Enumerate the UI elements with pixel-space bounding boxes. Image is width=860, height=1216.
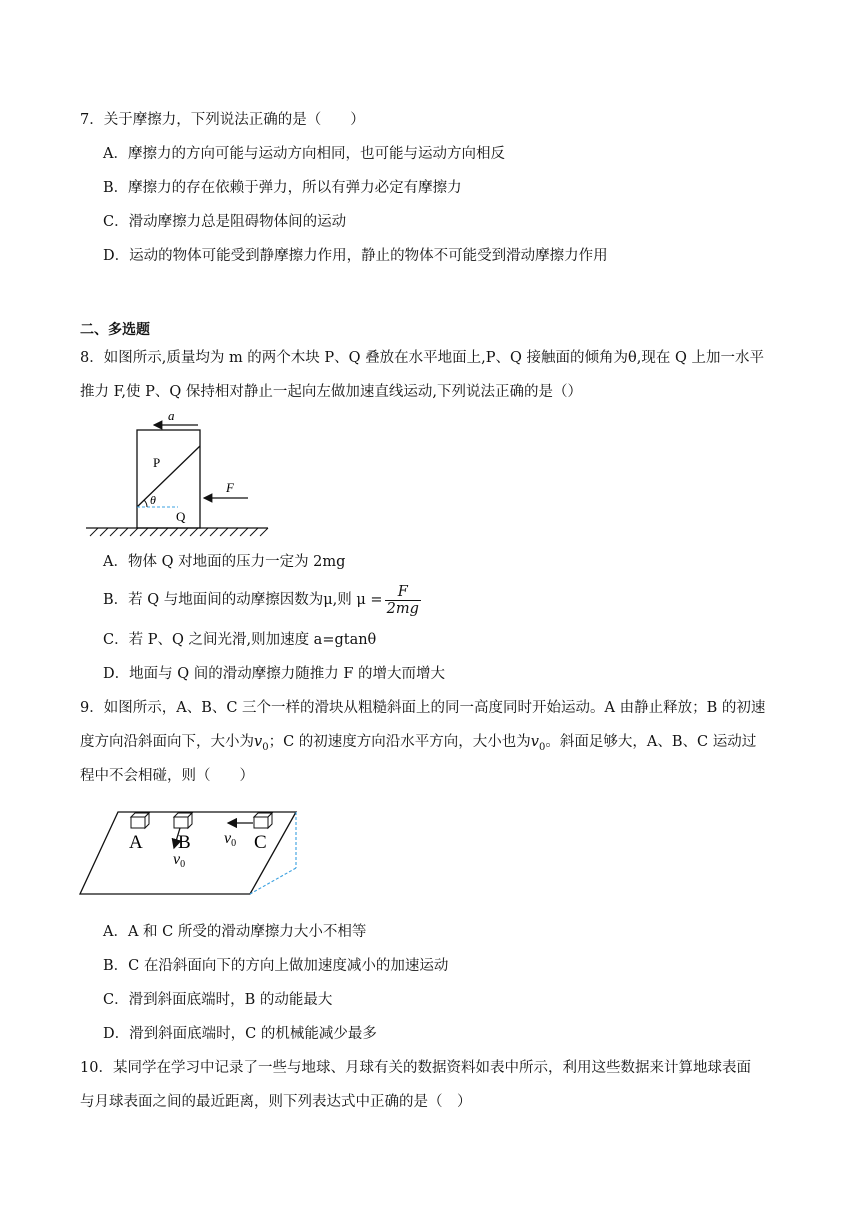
q9-line1: 9．如图所示，A、B、C 三个一样的滑块从粗糙斜面上的同一高度同时开始运动。A 由静止释放；B 的初速 [80, 700, 766, 716]
q9-figure [78, 800, 308, 902]
q9-option-b: B．C 在沿斜面向下的方向上做加速度减小的加速运动 [103, 958, 449, 974]
q10-line2: 与月球表面之间的最近距离，则下列表达式中正确的是（ ） [80, 1094, 472, 1110]
q9-line2 [80, 732, 756, 758]
label-P: P [153, 455, 161, 470]
q8-option-b-text: B．若 Q 与地面间的动摩擦因数为μ,则 μ = [103, 592, 383, 608]
block-a [131, 813, 149, 828]
q8-option-c: C．若 P、Q 之间光滑,则加速度 a=gtanθ [103, 632, 377, 648]
v0-sub: 0 [538, 741, 546, 753]
fraction [385, 584, 421, 617]
label-C: C [254, 832, 267, 853]
label-B: B [178, 832, 191, 853]
block-c [254, 813, 272, 828]
q8-option-d: D．地面与 Q 间的滑动摩擦力随推力 F 的增大而增大 [103, 666, 446, 682]
block-outline [137, 430, 200, 528]
q9-line2-part1: 度方向沿斜面向下，大小为 [80, 734, 254, 750]
v0-main: v [254, 734, 263, 750]
q7-option-d: D．运动的物体可能受到静摩擦力作用，静止的物体不可能受到滑动摩擦力作用 [103, 248, 608, 264]
q9-line3: 程中不会相碰，则（ ） [80, 768, 254, 784]
label-Q: Q [176, 509, 186, 524]
fraction-denominator: 2mg [386, 600, 419, 617]
q9-option-a: A．A 和 C 所受的滑动摩擦力大小不相等 [103, 924, 367, 940]
q9-line2-part2: ；C 的初速度方向沿水平方向，大小也为 [268, 734, 531, 750]
incline-line [137, 446, 200, 507]
label-v0-b: v0 [173, 851, 186, 870]
q7-option-a: A．摩擦力的方向可能与运动方向相同，也可能与运动方向相反 [103, 146, 505, 162]
theta-arc [144, 500, 147, 507]
q7-option-c: C．滑动摩擦力总是阻碍物体间的运动 [103, 214, 347, 230]
q10-line1: 10．某同学在学习中记录了一些与地球、月球有关的数据资料如表中所示，利用这些数据来计算地球表面 [80, 1060, 751, 1076]
v0-main: v [530, 734, 539, 750]
q7-option-b: B．摩擦力的存在依赖于弹力，所以有弹力必定有摩擦力 [103, 180, 462, 196]
label-F: F [226, 480, 234, 495]
q8-stem-line2: 推力 F,使 P、Q 保持相对静止一起向左做加速直线运动,下列说法正确的是（） [80, 384, 582, 400]
v0-symbol [530, 734, 546, 753]
q9-option-c: C．滑到斜面底端时，B 的动能最大 [103, 992, 333, 1008]
v0-sub: 0 [262, 741, 269, 753]
q8-figure [80, 405, 280, 540]
section-title: 二、多选题 [80, 322, 150, 338]
v0-symbol [254, 734, 269, 753]
q9-option-d: D．滑到斜面底端时，C 的机械能减少最多 [103, 1026, 377, 1042]
q8-stem-line1: 8．如图所示,质量均为 m 的两个木块 P、Q 叠放在水平地面上,P、Q 接触面的倾角为θ,现在 Q 上加一水平 [80, 350, 764, 366]
q7-stem: 7．关于摩擦力，下列说法正确的是（ ） [80, 112, 365, 128]
block-b [174, 813, 192, 828]
fraction-numerator: F [385, 584, 421, 601]
label-a: a [168, 408, 175, 423]
q8-option-a: A．物体 Q 对地面的压力一定为 2mg [103, 554, 346, 570]
label-theta: θ [150, 493, 156, 507]
q8-option-b [103, 580, 421, 620]
q9-line2-part3: 。斜面足够大，A、B、C 运动过 [545, 734, 757, 750]
ground-hatch [90, 528, 268, 536]
label-A: A [129, 832, 143, 853]
label-v0-c: v0 [224, 830, 237, 849]
